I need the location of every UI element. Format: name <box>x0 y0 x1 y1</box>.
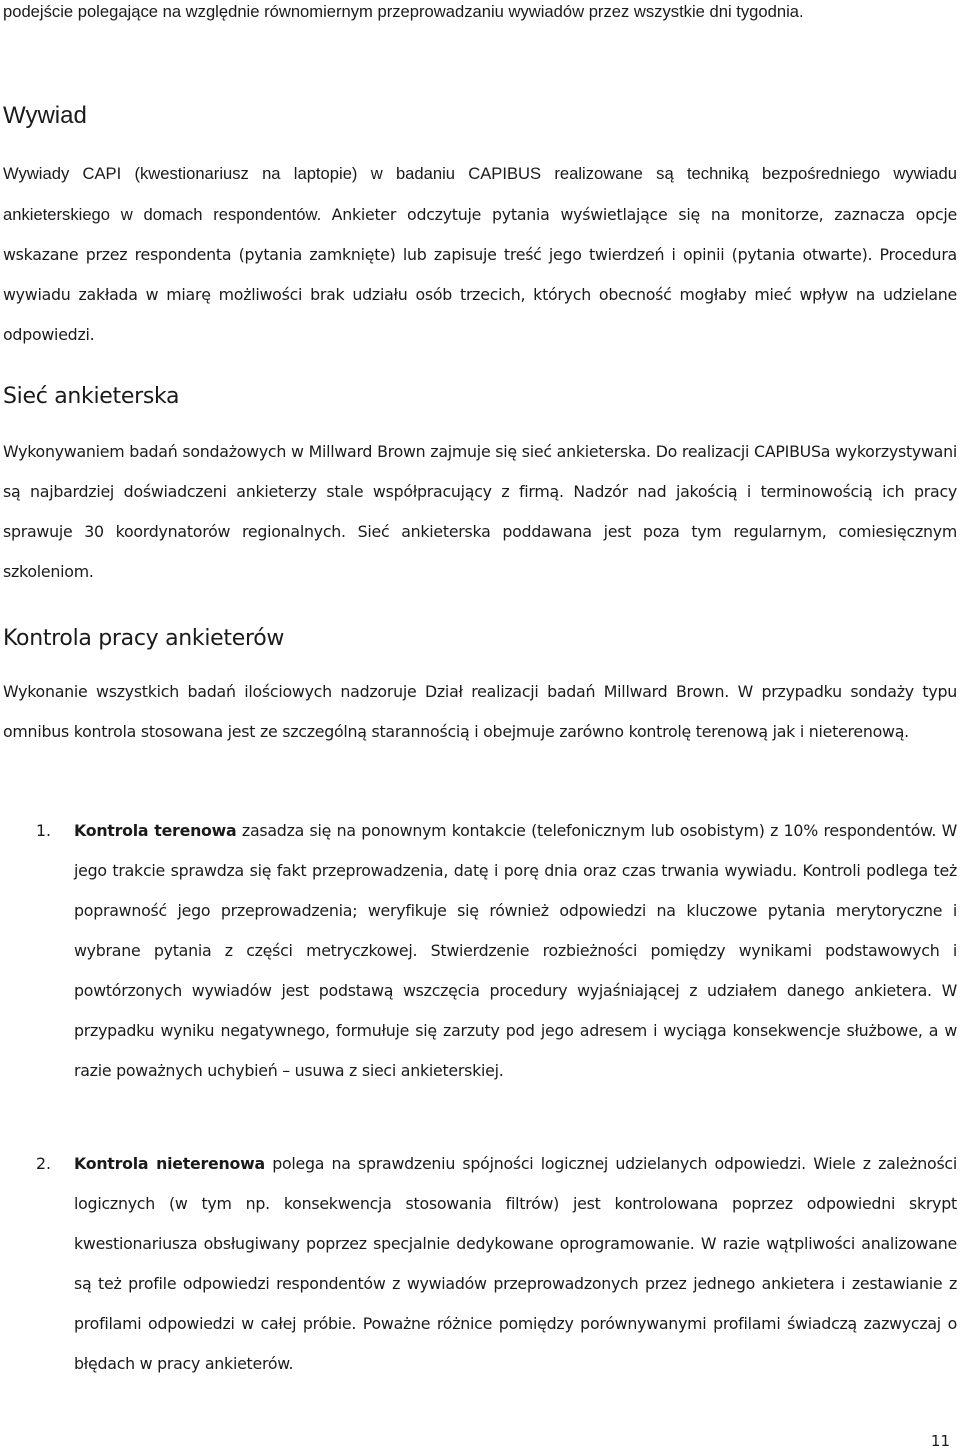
heading-siec-ankieterska: Sieć ankieterska <box>3 384 180 409</box>
list-item-bold-term: Kontrola nieterenowa <box>74 1154 265 1173</box>
list-item-text: zasadza się na ponownym kontakcie (telefonicznym lub osobistym) z 10% respondentów. W jego trakcie sprawdza się fakt przeprowadzenia, datę i porę dnia oraz czas trwania wywiadu. Kontroli podlega też poprawność jego przeprowadzenia; weryfikuje się również odpowiedzi na kluczowe pytania merytoryczne i wybrane pytania z części metryczkowej. Stwierdzenie rozbieżności pomiędzy wynikami podstawowych i powtórzonych wywiadów jest podstawą wszczęcia procedury wyjaśniającej z udziałem danego ankietera. W przypadku wyniku negatywnego, formułuje się zarzuty pod jego adresem i wyciąga konsekwencje służbowe, a w razie poważnych uchybień – usuwa z sieci ankieterskiej. <box>74 821 957 1080</box>
list-item <box>74 1144 957 1384</box>
heading-kontrola-pracy: Kontrola pracy ankieterów <box>3 626 285 651</box>
heading-wywiad: Wywiad <box>3 102 87 129</box>
list-item <box>74 811 957 1091</box>
wywiad-text-b: Ankieter odczytuje pytania wyświetlające się na monitorze, zaznacza opcje wskazane przez respondenta (pytania zamknięte) lub zapisuje treść jego twierdzeń i opinii (pytania otwarte). Procedura wywiadu zakłada w miarę możliwości brak udziału osób trzecich, których obecność mogłaby mieć wpływ na udzielane odpowiedzi. <box>3 205 958 344</box>
wywiad-paragraph <box>3 153 957 355</box>
page-number: 11 <box>930 1432 950 1450</box>
kontrola-paragraph: Wykonanie wszystkich badań ilościowych nadzoruje Dział realizacji badań Millward Brown. W przypadku sondaży typu omnibus kontrola stosowana jest ze szczególną starannością i obejmuje zarówno kontrolę terenową jak i nieterenową. <box>3 682 957 741</box>
list-item-number: 1. <box>36 821 52 840</box>
list-item-number: 2. <box>36 1154 52 1173</box>
intro-paragraph: podejście polegające na względnie równomiernym przeprowadzaniu wywiadów przez wszystkie dni tygodnia. <box>3 2 804 21</box>
list-item-bold-term: Kontrola terenowa <box>74 821 237 840</box>
list-item-text: polega na sprawdzeniu spójności logicznej udzielanych odpowiedzi. Wiele z zależności logicznych (w tym np. konsekwencja stosowania filtrów) jest kontrolowana poprzez odpowiedni skrypt kwestionariusza obsługiwany poprzez specjalnie dedykowane oprogramowanie. W razie wątpliwości analizowane są też profile odpowiedzi respondentów z wywiadów przeprowadzonych przez jednego ankietera i zestawianie z profilami odpowiedzi w całej próbie. Poważne różnice pomiędzy porównywanymi profilami świadczą zazwyczaj o błędach w pracy ankieterów. <box>74 1154 957 1373</box>
wywiad-text-a: Wywiady CAPI (kwestionariusz na laptopie) w badaniu CAPIBUS realizowane są techniką bezpośredniego wywiadu ankieterskiego w domach respondentów. <box>3 164 957 224</box>
siec-paragraph: Wykonywaniem badań sondażowych w Millward Brown zajmuje się sieć ankieterska. Do realizacji CAPIBUSa wykorzystywani są najbardziej doświadczeni ankieterzy stale współpracujący z firmą. Nadzór nad jakością i terminowością ich pracy sprawuje 30 koordynatorów regionalnych. Sieć ankieterska poddawana jest poza tym regularnym, comiesięcznym szkoleniom. <box>3 442 957 581</box>
